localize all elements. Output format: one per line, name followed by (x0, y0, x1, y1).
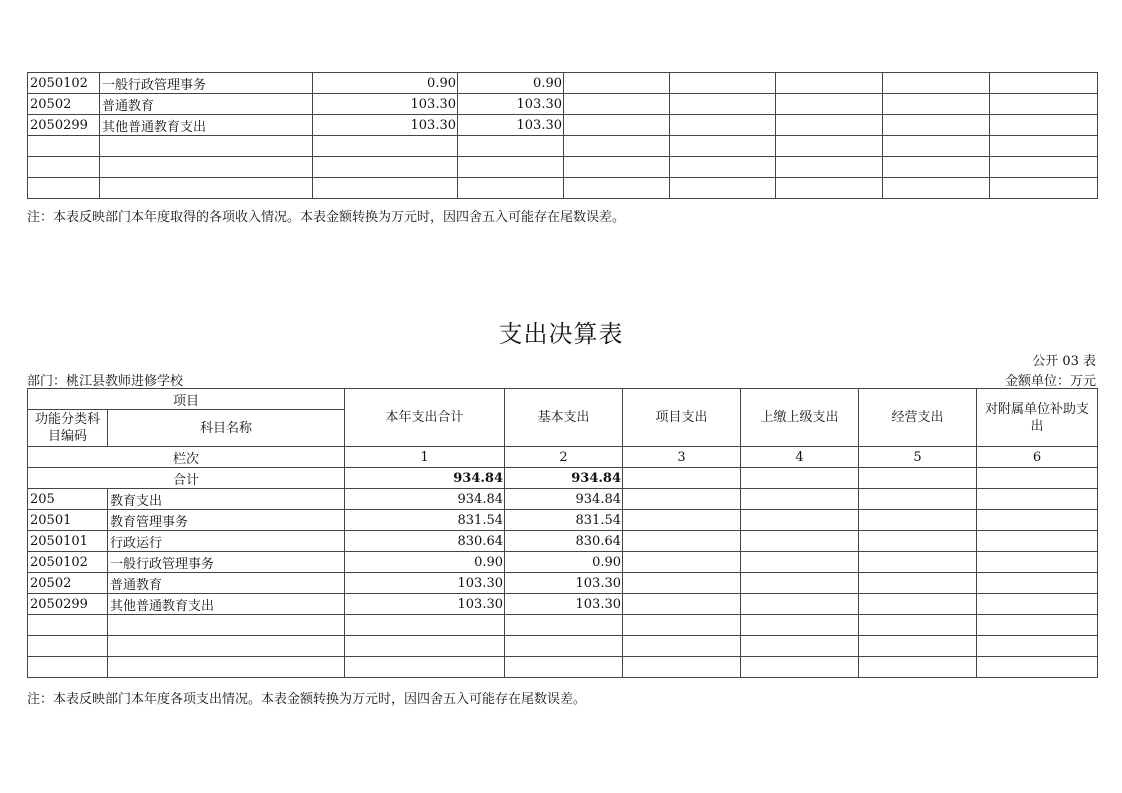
table-row (28, 73, 1098, 94)
table-row (28, 552, 1098, 573)
total-header: 本年支出合计 (345, 389, 505, 447)
column-number: 1 (345, 447, 505, 468)
subject-name: 其他普通教育支出 (100, 115, 313, 136)
amount-cell: 103.30 (458, 115, 564, 136)
amount-cell: 103.30 (313, 94, 458, 115)
amount-cell: 934.84 (505, 468, 623, 489)
amount-cell: 934.84 (505, 489, 623, 510)
subject-name: 行政运行 (108, 531, 345, 552)
subject-name: 一般行政管理事务 (100, 73, 313, 94)
subject-name: 普通教育 (108, 573, 345, 594)
form-code: 公开 03 表 (1032, 354, 1096, 369)
project-header: 项目支出 (623, 389, 741, 447)
subject-code: 2050101 (28, 531, 108, 552)
amount-cell: 831.54 (345, 510, 505, 531)
amount-cell: 0.90 (458, 73, 564, 94)
subject-code: 20502 (28, 94, 100, 115)
amount-cell: 103.30 (345, 594, 505, 615)
subsidy-header: 对附属单位补助支出 (977, 389, 1098, 447)
name-header: 科目名称 (108, 410, 345, 447)
empty-row (28, 157, 1098, 178)
total-row (28, 468, 1098, 489)
table-row (28, 115, 1098, 136)
amount-cell: 830.64 (345, 531, 505, 552)
basic-header: 基本支出 (505, 389, 623, 447)
item-header: 项目 (28, 389, 345, 410)
column-number: 2 (505, 447, 623, 468)
subject-name: 普通教育 (100, 94, 313, 115)
unit-label: 金额单位：万元 (1004, 374, 1096, 389)
subject-code: 2050299 (28, 115, 100, 136)
column-number: 4 (741, 447, 859, 468)
subject-code: 2050299 (28, 594, 108, 615)
empty-row (28, 615, 1098, 636)
subject-code: 2050102 (28, 552, 108, 573)
upper-header: 上缴上级支出 (741, 389, 859, 447)
subject-code: 2050102 (28, 73, 100, 94)
column-number-row (28, 447, 1098, 468)
page-title: 支出决算表 (498, 320, 624, 348)
amount-cell: 934.84 (345, 489, 505, 510)
subject-name: 教育支出 (108, 489, 345, 510)
subject-name: 一般行政管理事务 (108, 552, 345, 573)
empty-row (28, 657, 1098, 678)
column-number: 6 (977, 447, 1098, 468)
subject-code: 205 (28, 489, 108, 510)
table-row (28, 94, 1098, 115)
empty-row (28, 636, 1098, 657)
amount-cell: 103.30 (458, 94, 564, 115)
table-row (28, 489, 1098, 510)
amount-cell: 831.54 (505, 510, 623, 531)
table-row (28, 531, 1098, 552)
empty-row (28, 178, 1098, 199)
operating-header: 经营支出 (859, 389, 977, 447)
subject-code: 20502 (28, 573, 108, 594)
column-label: 栏次 (28, 447, 345, 468)
amount-cell: 103.30 (345, 573, 505, 594)
code-header: 功能分类科目编码 (28, 410, 108, 447)
empty-row (28, 136, 1098, 157)
column-number: 5 (859, 447, 977, 468)
expense-table-note: 注：本表反映部门本年度各项支出情况。本表金额转换为万元时，因四舍五入可能存在尾数误差。 (27, 692, 587, 707)
subject-name: 教育管理事务 (108, 510, 345, 531)
amount-cell: 934.84 (345, 468, 505, 489)
expense-table (27, 388, 1098, 678)
table-row (28, 573, 1098, 594)
table-row (28, 594, 1098, 615)
amount-cell: 0.90 (505, 552, 623, 573)
table-row (28, 510, 1098, 531)
total-label: 合计 (28, 468, 345, 489)
subject-name: 其他普通教育支出 (108, 594, 345, 615)
amount-cell: 830.64 (505, 531, 623, 552)
income-table (27, 72, 1098, 199)
amount-cell: 0.90 (313, 73, 458, 94)
amount-cell: 103.30 (505, 573, 623, 594)
amount-cell: 0.90 (345, 552, 505, 573)
amount-cell: 103.30 (505, 594, 623, 615)
department-label: 部门：桃江县教师进修学校 (27, 374, 184, 389)
amount-cell: 103.30 (313, 115, 458, 136)
subject-code: 20501 (28, 510, 108, 531)
header-row (28, 389, 1098, 410)
income-table-note: 注：本表反映部门本年度取得的各项收入情况。本表金额转换为万元时，因四舍五入可能存在尾数误差。 (27, 210, 626, 225)
column-number: 3 (623, 447, 741, 468)
